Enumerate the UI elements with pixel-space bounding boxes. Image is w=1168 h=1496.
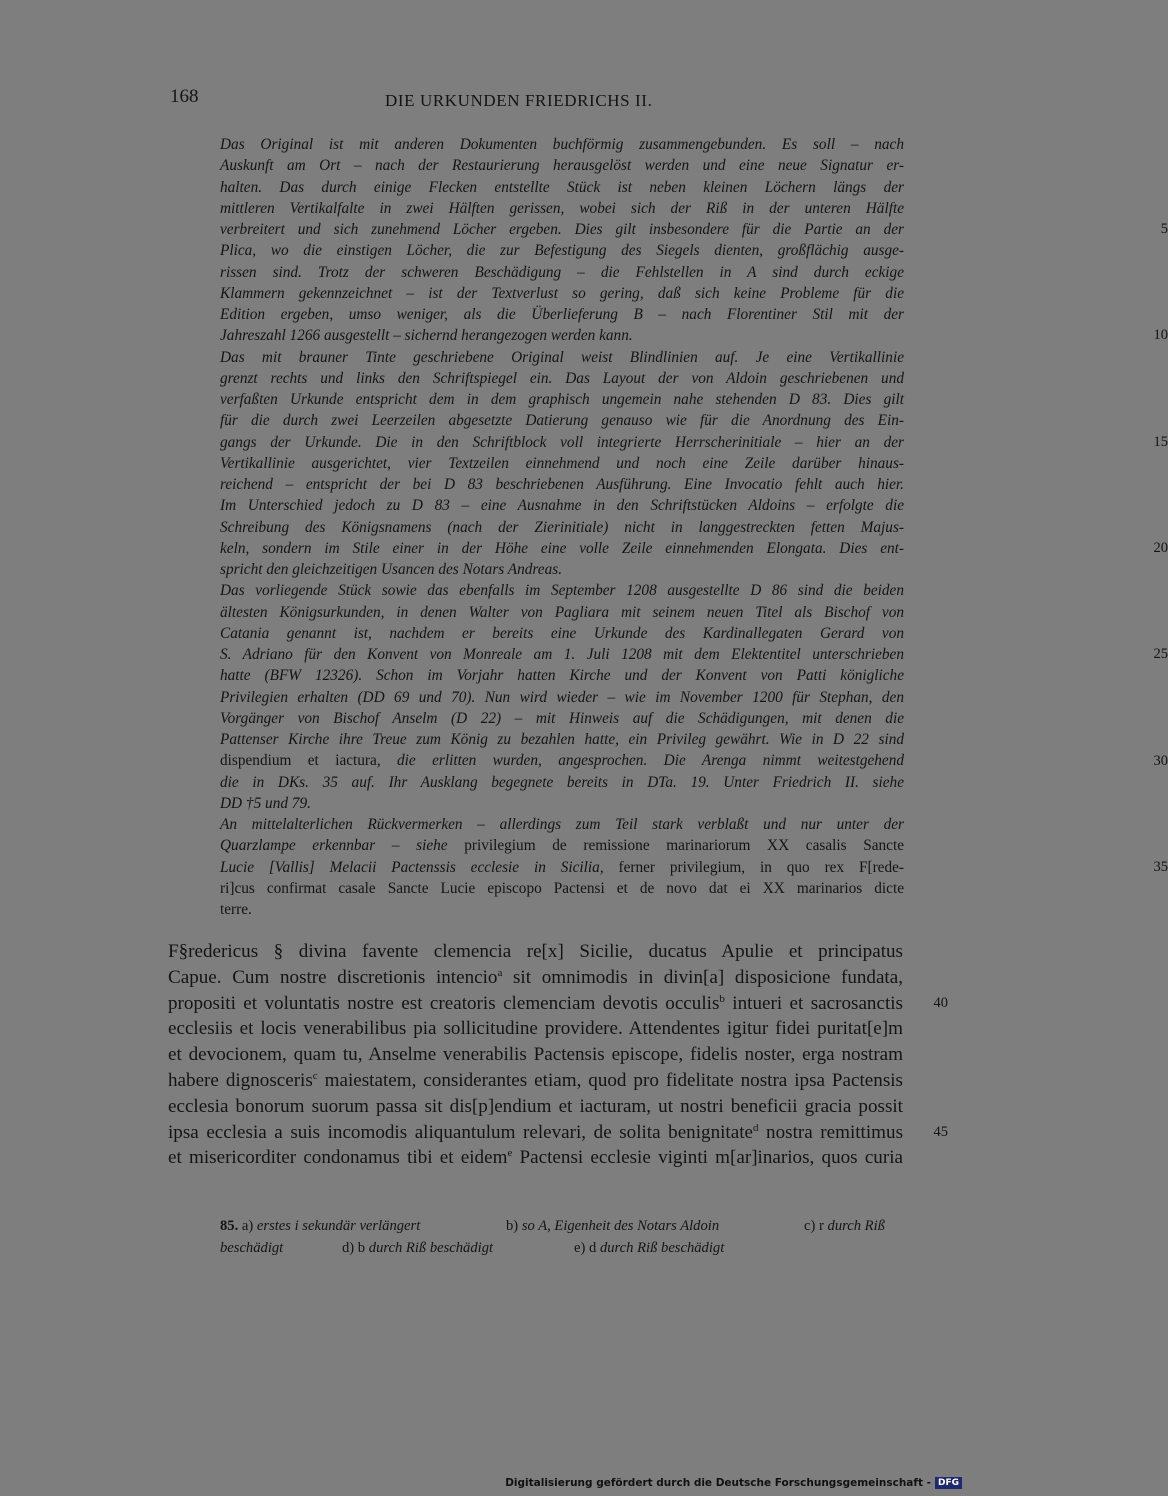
- main-text-block: [168, 939, 948, 1171]
- line-number: 25: [1153, 646, 1168, 663]
- footnote-c-text: durch Riß: [827, 1218, 885, 1234]
- commentary-line: Plica, wo die einstigen Löcher, die zur Befestigung des Siegels dienten, großflächig ausge-: [220, 242, 904, 260]
- page-number: 168: [170, 86, 199, 107]
- commentary-line: [220, 878, 904, 899]
- line-number: 5: [1160, 221, 1168, 238]
- commentary-line: Jahreszahl 1266 ausgestellt – sichernd herangezogen werden kann.: [220, 327, 633, 345]
- commentary-segment: dispendium et iactura: [220, 752, 377, 770]
- commentary-segment: ferner: [618, 858, 656, 876]
- footnote-d-letter: d) b: [342, 1240, 366, 1256]
- commentary-line: verbreitert und sich zunehmend Löcher ergeben. Dies gilt insbesondere für die Partie an der: [220, 221, 904, 238]
- footnote-a-text: erstes i sekundär verlängert: [256, 1218, 421, 1234]
- commentary-line: Catania genannt ist, nachdem er bereits eine Urkunde des Kardinallegaten Gerard von: [220, 624, 904, 642]
- footnote-marker: a: [497, 966, 503, 979]
- commentary-segment: terre.: [220, 901, 252, 918]
- footnote-b-text: so A, Eigenheit des Notars Aldoin: [521, 1218, 720, 1234]
- footnote-marker: e: [507, 1147, 513, 1160]
- commentary-line: Vorgänger von Bischof Anselm (D 22) – mit Hinweis auf die Schädigungen, mit denen die: [220, 709, 904, 727]
- main-text-line: ipsa ecclesia a suis incomodis aliquantulum relevari, de solita benignitate$^d$ nostra remittimus: [168, 1121, 903, 1143]
- footnote-a-letter: a): [241, 1218, 254, 1234]
- banner-text: Digitalisierung gefördert durch die Deutsche Forschungsgemeinschaft -: [505, 1477, 931, 1489]
- running-head: DIE URKUNDEN FRIEDRICHS II.: [385, 91, 653, 110]
- commentary-line: [220, 899, 904, 920]
- main-text-line: F§redericus § divina favente clemencia re[x] Sicilie, ducatus Apulie et principatus: [168, 941, 903, 962]
- commentary-segment: , die erlitten wurden, angesprochen. Die Arenga nimmt weitestgehend: [376, 752, 904, 770]
- main-text-line: propositi et voluntatis nostre est creatoris clemenciam devotis occulis$^b$ intueri et sacrosanctis: [168, 992, 903, 1014]
- commentary-line: grenzt rechts und links den Schriftspiegel ein. Das Layout der von Aldoin geschriebenen und: [220, 369, 904, 387]
- dfg-logo: DFG: [935, 1477, 962, 1489]
- commentary-segment: ri]cus confirmat casale Sancte Lucie episcopo Pactensi et de novo dat ei XX marinarios dicte: [220, 879, 904, 897]
- commentary-line: Schreibung des Königsnamens (nach der Zierinitiale) nicht in langgestreckten fetten Majus-: [220, 518, 904, 536]
- footnotes: [220, 1215, 910, 1259]
- commentary-line: verfaßten Urkunde entspricht dem in dem graphisch ungemein nahe stehenden D 83. Dies gilt: [220, 391, 904, 408]
- commentary-line: Auskunft am Ort – nach der Restaurierung herausgelöst werden und eine neue Signatur er-: [220, 157, 904, 175]
- commentary-line: S. Adriano für den Konvent von Monreale am 1. Juli 1208 mit dem Elektentitel unterschrieben: [220, 646, 904, 663]
- main-text-line: Capue. Cum nostre discretionis intencio$^a$ sit omnimodis in divin[a] disposicione fundata,: [168, 966, 903, 988]
- commentary-line: Pattenser Kirche ihre Treue zum König zu bezahlen hatte, ein Privileg gewährt. Wie in D 22 sind: [220, 731, 904, 748]
- commentary-line: rissen sind. Trotz der schweren Beschädigung – die Fehlstellen in A sind durch eckige: [220, 263, 904, 281]
- commentary-line: [220, 835, 904, 856]
- commentary-line: keln, sondern im Stile einer in der Höhe eine volle Zeile einnehmenden Elongata. Dies ent-: [220, 539, 904, 557]
- footnote-d-text: durch Riß beschädigt: [368, 1240, 494, 1256]
- footnote-e-letter: e) d: [574, 1240, 597, 1256]
- main-text-line: et devocionem, quam tu, Anselme venerabilis Pactensis episcope, fidelis noster, erga nostram: [168, 1044, 903, 1066]
- footnote-e-text: durch Riß beschädigt: [599, 1240, 725, 1256]
- commentary-line: hatte (BFW 12326). Schon im Vorjahr hatten Kirche und der Konvent von Patti königliche: [220, 667, 904, 685]
- commentary-line: Das Original ist mit anderen Dokumenten buchförmig zusammengebunden. Es soll – nach: [220, 136, 904, 153]
- commentary-segment: privilegium, in quo rex F[rede-: [655, 858, 904, 876]
- commentary-line: Das vorliegende Stück sowie das ebenfalls im September 1208 ausgestellte D 86 sind die beiden: [220, 582, 904, 600]
- commentary-line: [220, 857, 904, 878]
- commentary-line: ältesten Königsurkunden, in denen Walter von Pagliara mit seinem neuen Titel als Bischof von: [220, 603, 904, 621]
- main-text-line: ecclesia bonorum suorum passa sit dis[p]endium et iacturam, ut nostri beneficii gracia possit: [168, 1095, 903, 1117]
- line-number: 45: [933, 1123, 948, 1140]
- footnote-b-letter: b): [506, 1218, 519, 1234]
- main-text-line: ecclesiis et locis venerabilibus pia sollicitudine providere. Attendentes igitur fidei puritat[e]m: [168, 1018, 903, 1040]
- commentary-line: reichend – entspricht der bei D 83 beschriebenen Ausführung. Eine Invocatio fehlt auch hier.: [220, 476, 904, 493]
- footnote-row-2: [220, 1237, 910, 1259]
- footnote-doc-number: 85.: [220, 1218, 239, 1234]
- line-number: 10: [1153, 327, 1168, 344]
- footnote-row-1: [220, 1215, 910, 1237]
- commentary-segment: Quarzlampe erkennbar – siehe: [220, 837, 465, 855]
- commentary-line: für die durch zwei Leerzeilen abgesetzte Datierung genauso wie für die Anordnung des Ein-: [220, 412, 904, 430]
- commentary-segment: Lucie [Vallis] Melacii Pactenssis ecclesie in Sicilia,: [220, 858, 619, 876]
- commentary-line: gangs der Urkunde. Die in den Schriftblock voll integrierte Herrscherinitiale – hier an der: [220, 433, 904, 451]
- commentary-line: Privilegien erhalten (DD 69 und 70). Nun wird wieder – wie im November 1200 für Stephan, den: [220, 688, 904, 706]
- main-text-line: habere dignosceris$^c$ maiestatem, considerantes etiam, quod pro fidelitate nostra ipsa Pactensis: [168, 1069, 903, 1091]
- commentary-line: Vertikallinie ausgerichtet, vier Textzeilen einnehmend und noch eine Zeile darüber hinaus-: [220, 454, 904, 472]
- commentary-line: die in DKs. 35 auf. Ihr Ausklang begegnete bereits in DTa. 19. Unter Friedrich II. siehe: [220, 773, 904, 791]
- line-number: 35: [1153, 858, 1168, 875]
- line-number: 15: [1153, 433, 1168, 450]
- line-number: 40: [933, 994, 948, 1011]
- footnote-marker: b: [719, 992, 725, 1005]
- footnote-c-continuation: beschädigt: [220, 1240, 284, 1256]
- commentary-line: Im Unterschied jedoch zu D 83 – eine Ausnahme in den Schriftstücken Aldoins – erfolgte die: [220, 497, 904, 515]
- commentary-line: [220, 750, 904, 771]
- footnote-marker: c: [312, 1069, 318, 1082]
- commentary-line: DD †5 und 79.: [220, 794, 311, 812]
- commentary-line: Edition ergeben, umso weniger, als die Überlieferung B – nach Florentiner Stil mit der: [220, 306, 904, 323]
- commentary-segment: privilegium de remissione marinariorum XX casalis Sancte: [464, 837, 904, 855]
- line-number: 30: [1153, 752, 1168, 769]
- commentary-line: mittleren Vertikalfalte in zwei Hälften gerissen, wobei sich der Riß in der unteren Hälfte: [220, 199, 904, 217]
- main-text-line: et misericorditer condonamus tibi et eidem$^e$ Pactensi ecclesie viginti m[ar]inarios, quos curia: [168, 1147, 903, 1169]
- commentary-line: Das mit brauner Tinte geschriebene Original weist Blindlinien auf. Je eine Vertikallinie: [220, 348, 904, 366]
- commentary-line: Klammern gekennzeichnet – ist der Textverlust so gering, daß sich keine Probleme für die: [220, 284, 904, 302]
- commentary-line: halten. Das durch einige Flecken entstellte Stück ist neben kleinen Löchern längs der: [220, 178, 904, 196]
- digitization-banner: [505, 1477, 962, 1489]
- commentary-block: [220, 134, 1168, 920]
- footnote-marker: d: [752, 1121, 759, 1134]
- commentary-line: spricht den gleichzeitigen Usancen des Notars Andreas.: [220, 561, 563, 578]
- commentary-line: An mittelalterlichen Rückvermerken – allerdings zum Teil stark verblaßt und nur unter der: [220, 816, 904, 833]
- line-number: 20: [1153, 539, 1168, 556]
- footnote-c-letter: c) r: [804, 1218, 824, 1234]
